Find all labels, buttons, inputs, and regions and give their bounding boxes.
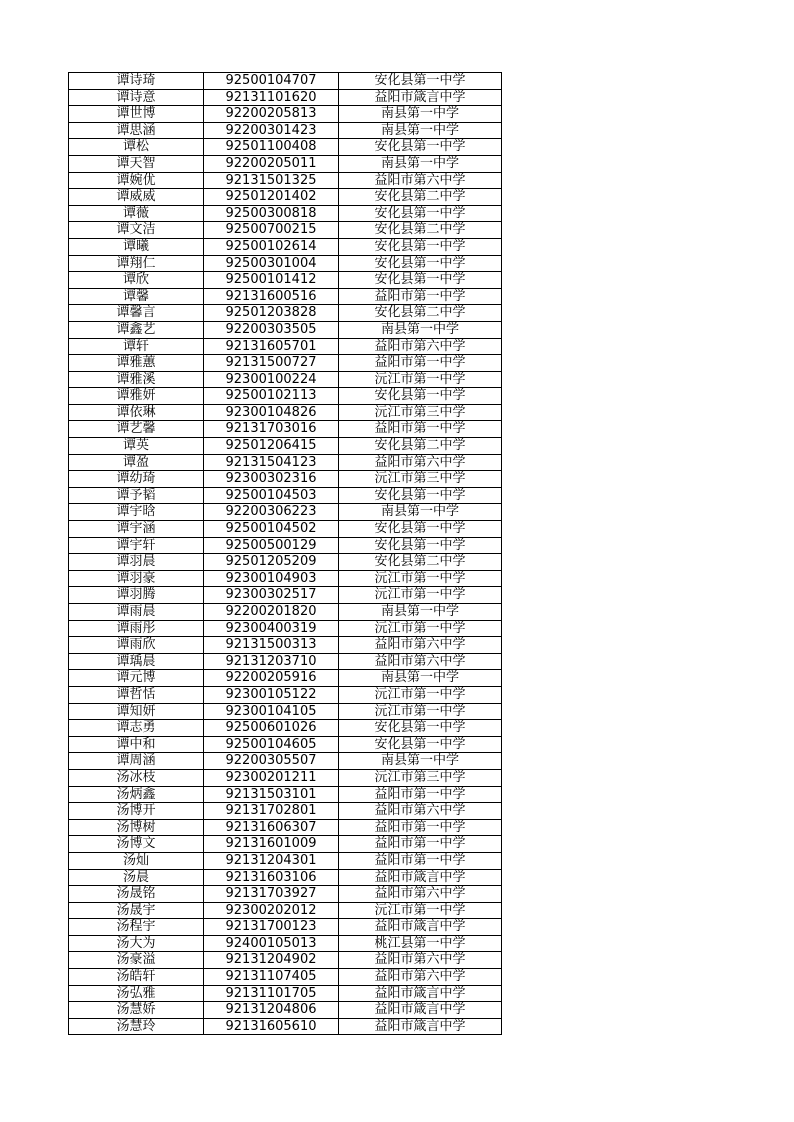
- exam-number-cell: 92131500727: [204, 355, 339, 372]
- school-name-cell: 安化县第二中学: [339, 554, 502, 571]
- school-name-cell: 沅江市第一中学: [339, 703, 502, 720]
- student-name-cell: 谭羽晨: [69, 554, 204, 571]
- school-name-cell: 安化县第一中学: [339, 238, 502, 255]
- table-row: [69, 122, 502, 139]
- table-row: [69, 454, 502, 471]
- exam-number-cell: 92131504123: [204, 454, 339, 471]
- school-name-cell: 桃江县第一中学: [339, 935, 502, 952]
- school-name-cell: 安化县第一中学: [339, 736, 502, 753]
- exam-number-cell: 92131605610: [204, 1018, 339, 1035]
- exam-number-cell: 92300400319: [204, 620, 339, 637]
- student-name-cell: 谭羽腾: [69, 587, 204, 604]
- table-row: [69, 587, 502, 604]
- student-name-cell: 汤慧玲: [69, 1018, 204, 1035]
- table-row: [69, 869, 502, 886]
- student-name-cell: 汤博开: [69, 803, 204, 820]
- student-name-cell: 谭宇涵: [69, 521, 204, 538]
- school-name-cell: 安化县第一中学: [339, 720, 502, 737]
- school-name-cell: 南县第一中学: [339, 604, 502, 621]
- exam-number-cell: 92200205813: [204, 106, 339, 123]
- school-name-cell: 南县第一中学: [339, 321, 502, 338]
- school-name-cell: 安化县第一中学: [339, 255, 502, 272]
- table-row: [69, 222, 502, 239]
- exam-number-cell: 92131600516: [204, 288, 339, 305]
- student-name-cell: 谭轩: [69, 338, 204, 355]
- school-name-cell: 益阳市第一中学: [339, 836, 502, 853]
- school-name-cell: 安化县第二中学: [339, 222, 502, 239]
- student-name-cell: 汤晟铭: [69, 886, 204, 903]
- student-name-cell: 谭盈: [69, 454, 204, 471]
- student-name-cell: 汤炳鑫: [69, 786, 204, 803]
- table-row: [69, 305, 502, 322]
- student-name-cell: 谭天智: [69, 155, 204, 172]
- exam-number-cell: 92200303505: [204, 321, 339, 338]
- table-row: [69, 288, 502, 305]
- school-name-cell: 沅江市第一中学: [339, 371, 502, 388]
- student-name-cell: 汤博文: [69, 836, 204, 853]
- school-name-cell: 沅江市第一中学: [339, 570, 502, 587]
- exam-number-cell: 92200306223: [204, 504, 339, 521]
- exam-number-cell: 92501100408: [204, 139, 339, 156]
- school-name-cell: 安化县第一中学: [339, 139, 502, 156]
- table-row: [69, 73, 502, 90]
- table-row: [69, 720, 502, 737]
- table-row: [69, 637, 502, 654]
- table-row: [69, 338, 502, 355]
- table-row: [69, 604, 502, 621]
- exam-number-cell: 92131605701: [204, 338, 339, 355]
- exam-number-cell: 92131603106: [204, 869, 339, 886]
- table-row: [69, 836, 502, 853]
- exam-number-cell: 92200305507: [204, 753, 339, 770]
- exam-number-cell: 92131702801: [204, 803, 339, 820]
- school-name-cell: 安化县第一中学: [339, 487, 502, 504]
- exam-number-cell: 92500301004: [204, 255, 339, 272]
- student-name-cell: 谭婉优: [69, 172, 204, 189]
- table-row: [69, 670, 502, 687]
- student-name-cell: 谭周涵: [69, 753, 204, 770]
- student-name-cell: 谭宇晗: [69, 504, 204, 521]
- table-row: [69, 819, 502, 836]
- table-body: [69, 73, 502, 1035]
- student-name-cell: 汤豪溢: [69, 952, 204, 969]
- school-name-cell: 安化县第二中学: [339, 305, 502, 322]
- student-name-cell: 汤晟宇: [69, 902, 204, 919]
- table-row: [69, 504, 502, 521]
- exam-number-cell: 92131606307: [204, 819, 339, 836]
- student-name-cell: 谭威威: [69, 189, 204, 206]
- student-name-cell: 汤晨: [69, 869, 204, 886]
- student-name-cell: 谭中和: [69, 736, 204, 753]
- school-name-cell: 益阳市第一中学: [339, 355, 502, 372]
- student-name-cell: 谭翔仁: [69, 255, 204, 272]
- school-name-cell: 益阳市第六中学: [339, 172, 502, 189]
- student-name-cell: 谭曦: [69, 238, 204, 255]
- student-name-cell: 谭雨彤: [69, 620, 204, 637]
- table-row: [69, 736, 502, 753]
- student-name-cell: 谭雅蕙: [69, 355, 204, 372]
- school-name-cell: 安化县第一中学: [339, 205, 502, 222]
- exam-number-cell: 92200205011: [204, 155, 339, 172]
- school-name-cell: 南县第一中学: [339, 106, 502, 123]
- table-row: [69, 919, 502, 936]
- exam-number-cell: 92131500313: [204, 637, 339, 654]
- exam-number-cell: 92200205916: [204, 670, 339, 687]
- table-row: [69, 421, 502, 438]
- student-name-cell: 谭予韬: [69, 487, 204, 504]
- table-row: [69, 985, 502, 1002]
- school-name-cell: 益阳市第一中学: [339, 288, 502, 305]
- table-row: [69, 238, 502, 255]
- table-row: [69, 935, 502, 952]
- school-name-cell: 安化县第一中学: [339, 388, 502, 405]
- student-name-cell: 谭依琳: [69, 404, 204, 421]
- table-row: [69, 404, 502, 421]
- school-name-cell: 安化县第一中学: [339, 73, 502, 90]
- student-name-cell: 汤皓轩: [69, 969, 204, 986]
- table-row: [69, 1018, 502, 1035]
- exam-number-cell: 92501201402: [204, 189, 339, 206]
- school-name-cell: 益阳市第一中学: [339, 786, 502, 803]
- table-row: [69, 952, 502, 969]
- school-name-cell: 南县第一中学: [339, 670, 502, 687]
- student-name-cell: 谭雨欣: [69, 637, 204, 654]
- student-name-cell: 谭雅妍: [69, 388, 204, 405]
- school-name-cell: 安化县第一中学: [339, 537, 502, 554]
- student-name-cell: 汤慧娇: [69, 1002, 204, 1019]
- exam-number-cell: 92131700123: [204, 919, 339, 936]
- table-row: [69, 371, 502, 388]
- school-name-cell: 益阳市第六中学: [339, 338, 502, 355]
- school-name-cell: 沅江市第一中学: [339, 587, 502, 604]
- exam-number-cell: 92300202012: [204, 902, 339, 919]
- school-name-cell: 安化县第二中学: [339, 189, 502, 206]
- table-row: [69, 570, 502, 587]
- student-name-cell: 汤冰枝: [69, 769, 204, 786]
- exam-number-cell: 92500700215: [204, 222, 339, 239]
- table-row: [69, 653, 502, 670]
- student-name-cell: 谭馨: [69, 288, 204, 305]
- table-row: [69, 686, 502, 703]
- exam-number-cell: 92131703016: [204, 421, 339, 438]
- school-name-cell: 益阳市第六中学: [339, 969, 502, 986]
- exam-number-cell: 92500102614: [204, 238, 339, 255]
- table-row: [69, 786, 502, 803]
- table-row: [69, 388, 502, 405]
- school-name-cell: 南县第一中学: [339, 504, 502, 521]
- school-name-cell: 南县第一中学: [339, 122, 502, 139]
- student-name-cell: 汤程宇: [69, 919, 204, 936]
- table-row: [69, 189, 502, 206]
- table-row: [69, 255, 502, 272]
- exam-number-cell: 92131204806: [204, 1002, 339, 1019]
- student-name-cell: 谭馨言: [69, 305, 204, 322]
- student-name-cell: 谭元博: [69, 670, 204, 687]
- exam-number-cell: 92300100224: [204, 371, 339, 388]
- table-row: [69, 438, 502, 455]
- school-name-cell: 沅江市第三中学: [339, 404, 502, 421]
- exam-number-cell: 92131107405: [204, 969, 339, 986]
- table-row: [69, 272, 502, 289]
- student-name-cell: 谭知妍: [69, 703, 204, 720]
- student-name-cell: 汤弘雅: [69, 985, 204, 1002]
- school-name-cell: 南县第一中学: [339, 753, 502, 770]
- school-name-cell: 益阳市箴言中学: [339, 1018, 502, 1035]
- exam-number-cell: 92500500129: [204, 537, 339, 554]
- table-row: [69, 139, 502, 156]
- student-name-cell: 汤灿: [69, 852, 204, 869]
- table-row: [69, 902, 502, 919]
- school-name-cell: 益阳市箴言中学: [339, 1002, 502, 1019]
- exam-number-cell: 92501205209: [204, 554, 339, 571]
- table-row: [69, 106, 502, 123]
- student-name-cell: 谭薇: [69, 205, 204, 222]
- exam-number-cell: 92400105013: [204, 935, 339, 952]
- school-name-cell: 益阳市第六中学: [339, 454, 502, 471]
- student-name-cell: 谭松: [69, 139, 204, 156]
- exam-number-cell: 92300104826: [204, 404, 339, 421]
- student-name-cell: 谭瑀晨: [69, 653, 204, 670]
- exam-number-cell: 92300201211: [204, 769, 339, 786]
- table-row: [69, 554, 502, 571]
- student-name-cell: 谭雨晨: [69, 604, 204, 621]
- exam-number-cell: 92300104105: [204, 703, 339, 720]
- table-row: [69, 172, 502, 189]
- exam-number-cell: 92131501325: [204, 172, 339, 189]
- school-name-cell: 益阳市箴言中学: [339, 89, 502, 106]
- exam-number-cell: 92500104605: [204, 736, 339, 753]
- student-name-cell: 谭诗意: [69, 89, 204, 106]
- school-name-cell: 安化县第一中学: [339, 521, 502, 538]
- school-name-cell: 沅江市第一中学: [339, 620, 502, 637]
- table-row: [69, 355, 502, 372]
- school-name-cell: 益阳市第一中学: [339, 852, 502, 869]
- school-name-cell: 益阳市第六中学: [339, 952, 502, 969]
- table-row: [69, 803, 502, 820]
- table-row: [69, 620, 502, 637]
- school-name-cell: 安化县第二中学: [339, 438, 502, 455]
- table-row: [69, 537, 502, 554]
- table-row: [69, 886, 502, 903]
- school-name-cell: 沅江市第一中学: [339, 686, 502, 703]
- exam-number-cell: 92131204902: [204, 952, 339, 969]
- student-name-cell: 谭诗琦: [69, 73, 204, 90]
- exam-number-cell: 92131703927: [204, 886, 339, 903]
- exam-number-cell: 92131503101: [204, 786, 339, 803]
- table-row: [69, 487, 502, 504]
- exam-number-cell: 92300302517: [204, 587, 339, 604]
- school-name-cell: 益阳市第一中学: [339, 421, 502, 438]
- school-name-cell: 益阳市箴言中学: [339, 919, 502, 936]
- exam-number-cell: 92500104502: [204, 521, 339, 538]
- exam-number-cell: 92131601009: [204, 836, 339, 853]
- exam-number-cell: 92500104707: [204, 73, 339, 90]
- exam-number-cell: 92131203710: [204, 653, 339, 670]
- student-name-cell: 谭雅溪: [69, 371, 204, 388]
- exam-number-cell: 92200201820: [204, 604, 339, 621]
- table-row: [69, 321, 502, 338]
- table-row: [69, 769, 502, 786]
- exam-number-cell: 92501206415: [204, 438, 339, 455]
- exam-number-cell: 92501203828: [204, 305, 339, 322]
- school-name-cell: 南县第一中学: [339, 155, 502, 172]
- table-row: [69, 703, 502, 720]
- school-name-cell: 沅江市第三中学: [339, 471, 502, 488]
- exam-number-cell: 92300104903: [204, 570, 339, 587]
- school-name-cell: 益阳市箴言中学: [339, 869, 502, 886]
- table-row: [69, 521, 502, 538]
- student-name-cell: 谭志勇: [69, 720, 204, 737]
- student-name-cell: 谭思涵: [69, 122, 204, 139]
- student-name-cell: 汤大为: [69, 935, 204, 952]
- student-name-cell: 谭幼琦: [69, 471, 204, 488]
- school-name-cell: 益阳市第六中学: [339, 803, 502, 820]
- exam-number-cell: 92500104503: [204, 487, 339, 504]
- school-name-cell: 益阳市第六中学: [339, 886, 502, 903]
- school-name-cell: 沅江市第一中学: [339, 902, 502, 919]
- exam-number-cell: 92200301423: [204, 122, 339, 139]
- student-name-cell: 谭羽豪: [69, 570, 204, 587]
- table-row: [69, 205, 502, 222]
- table-row: [69, 471, 502, 488]
- exam-number-cell: 92131101620: [204, 89, 339, 106]
- table-row: [69, 155, 502, 172]
- school-name-cell: 益阳市第六中学: [339, 637, 502, 654]
- exam-number-cell: 92500300818: [204, 205, 339, 222]
- table-row: [69, 969, 502, 986]
- exam-number-cell: 92131204301: [204, 852, 339, 869]
- school-name-cell: 安化县第一中学: [339, 272, 502, 289]
- school-name-cell: 益阳市第六中学: [339, 653, 502, 670]
- exam-number-cell: 92500102113: [204, 388, 339, 405]
- school-name-cell: 益阳市第一中学: [339, 819, 502, 836]
- student-table: [68, 72, 502, 1035]
- school-name-cell: 沅江市第三中学: [339, 769, 502, 786]
- exam-number-cell: 92300105122: [204, 686, 339, 703]
- student-name-cell: 谭鑫艺: [69, 321, 204, 338]
- exam-number-cell: 92300302316: [204, 471, 339, 488]
- student-name-cell: 谭哲恬: [69, 686, 204, 703]
- exam-number-cell: 92500601026: [204, 720, 339, 737]
- student-name-cell: 汤博树: [69, 819, 204, 836]
- exam-number-cell: 92131101705: [204, 985, 339, 1002]
- school-name-cell: 益阳市箴言中学: [339, 985, 502, 1002]
- table-row: [69, 89, 502, 106]
- student-name-cell: 谭欣: [69, 272, 204, 289]
- student-name-cell: 谭英: [69, 438, 204, 455]
- table-row: [69, 753, 502, 770]
- student-name-cell: 谭文洁: [69, 222, 204, 239]
- table-row: [69, 852, 502, 869]
- student-name-cell: 谭世博: [69, 106, 204, 123]
- student-name-cell: 谭宇轩: [69, 537, 204, 554]
- exam-number-cell: 92500101412: [204, 272, 339, 289]
- student-name-cell: 谭艺馨: [69, 421, 204, 438]
- table-row: [69, 1002, 502, 1019]
